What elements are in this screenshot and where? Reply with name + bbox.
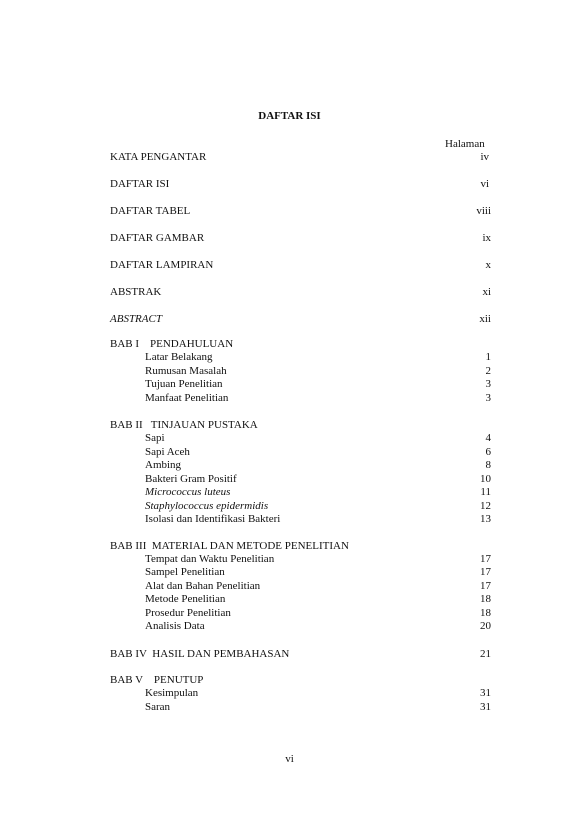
toc-subentry-label: Bakteri Gram Positif — [145, 473, 237, 485]
toc-entry-page: xi — [482, 286, 491, 298]
chapter-page: 21 — [480, 648, 491, 660]
toc-subentry-page: 17 — [480, 553, 491, 565]
toc-subentry-page: 2 — [485, 365, 491, 377]
toc-subentry-label: Staphylococcus epidermidis — [145, 500, 269, 512]
toc-entry-page: iv — [480, 151, 489, 163]
toc-subentry-label: Manfaat Penelitian — [145, 392, 229, 404]
toc-subentry-label: Latar Belakang — [145, 351, 213, 363]
toc-subentry-label: Kesimpulan — [145, 687, 199, 699]
chapter-heading: BAB I PENDAHULUAN — [110, 338, 234, 350]
toc-subentry-label: Analisis Data — [145, 620, 205, 632]
chapter-heading: BAB III MATERIAL DAN METODE PENELITIAN — [110, 540, 349, 552]
toc-entry-page: ix — [482, 232, 491, 244]
toc-subentry-page: 6 — [485, 446, 491, 458]
toc-subentry-page: 13 — [480, 513, 491, 525]
toc-entry-page: viii — [476, 205, 491, 217]
toc-subentry-page: 10 — [480, 473, 491, 485]
toc-subentry-page: 12 — [480, 500, 491, 512]
toc-subentry-label: Ambing — [145, 459, 182, 471]
page-title: DAFTAR ISI — [258, 110, 321, 122]
toc-subentry-page: 17 — [480, 566, 491, 578]
toc-subentry-label: Tujuan Penelitian — [145, 378, 223, 390]
toc-subentry-page: 3 — [485, 392, 491, 404]
toc-subentry-label: Saran — [145, 701, 171, 713]
toc-entry-page: x — [485, 259, 491, 271]
toc-subentry-page: 18 — [480, 607, 491, 619]
toc-entry-label: DAFTAR TABEL — [110, 205, 191, 217]
toc-subentry-label: Sampel Penelitian — [145, 566, 225, 578]
toc-subentry-page: 4 — [485, 432, 491, 444]
toc-entry-label: KATA PENGANTAR — [110, 151, 207, 163]
toc-subentry-page: 17 — [480, 580, 491, 592]
page-number-footer: vi — [285, 753, 294, 765]
toc-subentry-page: 31 — [480, 687, 491, 699]
chapter-heading: BAB II TINJAUAN PUSTAKA — [110, 419, 258, 431]
toc-entry-label: ABSTRAK — [110, 286, 162, 298]
toc-subentry-label: Tempat dan Waktu Penelitian — [145, 553, 275, 565]
toc-subentry-page: 11 — [480, 486, 491, 498]
toc-subentry-page: 1 — [485, 351, 491, 363]
toc-subentry-page: 3 — [485, 378, 491, 390]
toc-subentry-label: Alat dan Bahan Penelitian — [145, 580, 261, 592]
toc-subentry-page: 20 — [480, 620, 491, 632]
chapter-heading: BAB IV HASIL DAN PEMBAHASAN — [110, 648, 290, 660]
toc-subentry-page: 18 — [480, 593, 491, 605]
toc-subentry-label: Metode Penelitian — [145, 593, 226, 605]
toc-subentry-page: 31 — [480, 701, 491, 713]
toc-subentry-label: Isolasi dan Identifikasi Bakteri — [145, 513, 281, 525]
toc-entry-page: vi — [480, 178, 489, 190]
toc-entry-page: xii — [479, 313, 491, 325]
toc-entry-label: ABSTRACT — [110, 313, 162, 325]
toc-subentry-label: Micrococcus luteus — [145, 486, 231, 498]
toc-subentry-label: Sapi Aceh — [145, 446, 190, 458]
toc-subentry-label: Prosedur Penelitian — [145, 607, 231, 619]
toc-entry-label: DAFTAR GAMBAR — [110, 232, 205, 244]
toc-entry-label: DAFTAR ISI — [110, 178, 170, 190]
halaman-label: Halaman — [445, 138, 485, 150]
chapter-heading: BAB V PENUTUP — [110, 674, 204, 686]
toc-entry-label: DAFTAR LAMPIRAN — [110, 259, 214, 271]
toc-subentry-page: 8 — [485, 459, 491, 471]
toc-subentry-label: Rumusan Masalah — [145, 365, 227, 377]
toc-subentry-label: Sapi — [145, 432, 165, 444]
